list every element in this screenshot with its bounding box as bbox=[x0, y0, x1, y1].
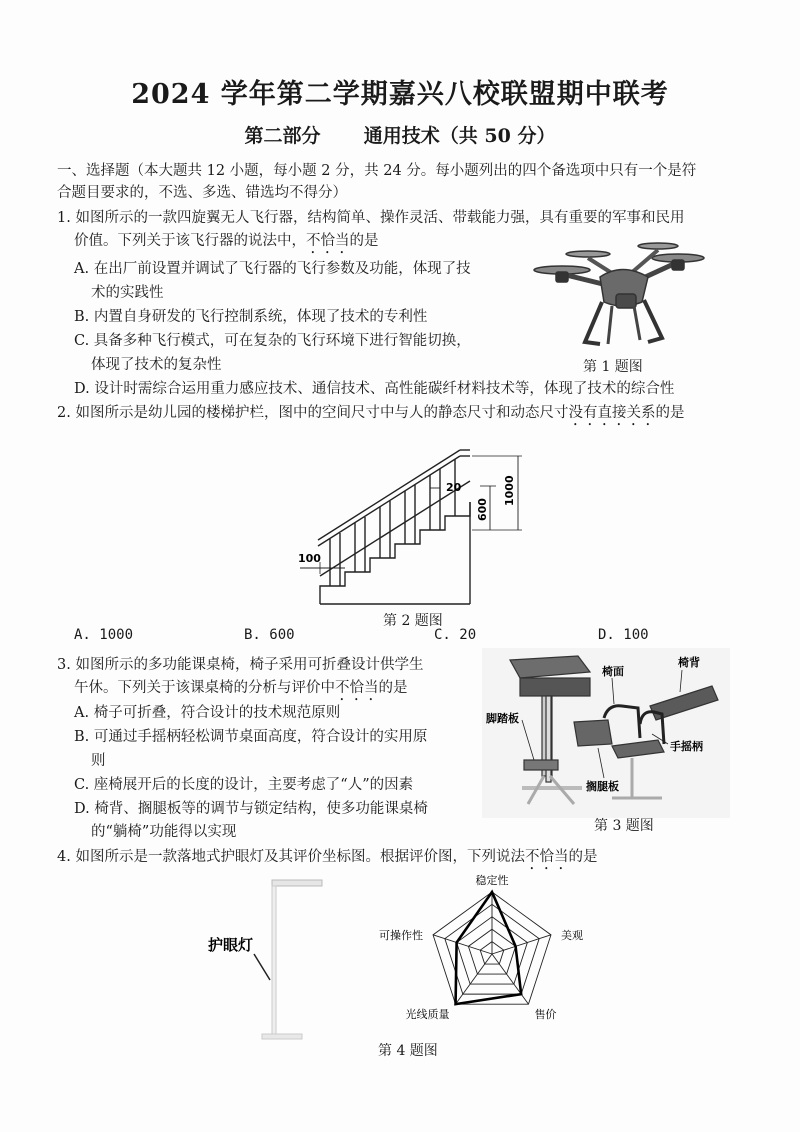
q3-emphasis: 不恰当 bbox=[335, 680, 379, 696]
q2-option-a: A. 1000 bbox=[74, 627, 134, 643]
q1-option-c-line1: C. 具备多种飞行模式，可在复杂的飞行环境下进行智能切换， bbox=[74, 333, 471, 349]
legrest-label: 搁腿板 bbox=[586, 780, 619, 793]
crank-label: 手摇柄 bbox=[670, 740, 703, 753]
dim-20-label: 20 bbox=[446, 481, 462, 494]
q1-option-d: D. 设计时需综合运用重力感应技术、通信技术、高性能碳纤材料技术等，体现了技术的综合性 bbox=[74, 381, 675, 397]
radar-axis-label: 售价 bbox=[534, 1008, 557, 1022]
q3-stem-line1: 3. 如图所示的多功能课桌椅，椅子采用可折叠设计供学生 bbox=[57, 657, 424, 673]
floor-lamp-icon bbox=[262, 880, 322, 1039]
q4-emphasis: 不恰当 bbox=[524, 849, 569, 865]
q4-stem: 4. 如图所示是一款落地式护眼灯及其评价坐标图。根据评价图，下列说法不恰当的是 bbox=[57, 849, 598, 865]
radar-axis-label: 稳定性 bbox=[475, 874, 509, 887]
q3-figure-caption: 第 3 题图 bbox=[594, 818, 654, 834]
q1-option-c-line2: 体现了技术的复杂性 bbox=[91, 357, 222, 373]
q1-option-a-line1: A. 在出厂前设置并调试了飞行器的飞行参数及功能，体现了技 bbox=[74, 261, 471, 277]
footrest-label: 脚踏板 bbox=[486, 712, 519, 725]
lamp-label: 护眼灯 bbox=[208, 936, 254, 954]
seat-label: 椅面 bbox=[602, 665, 624, 678]
section-intro-line1: 一、选择题（本大题共 12 小题，每小题 2 分，共 24 分。每小题列出的四个备选项中只有一个是符 bbox=[57, 163, 697, 179]
subject-label: 通用技术（共 50 分） bbox=[363, 125, 556, 147]
q1-figure-caption: 第 1 题图 bbox=[583, 359, 643, 375]
section-subtitle bbox=[0, 121, 800, 148]
q3-option-c: C. 座椅展开后的长度的设计，主要考虑了“人”的因素 bbox=[74, 777, 414, 793]
stair-railing-figure bbox=[290, 436, 540, 611]
q3-option-d-line1: D. 椅背、搁腿板等的调节与锁定结构，使多功能课桌椅 bbox=[74, 801, 428, 817]
radar-axis-labels bbox=[379, 873, 583, 1021]
drone-figure bbox=[530, 232, 710, 352]
q3-stem-line2: 午休。下列关于该课桌椅的分析与评价中不恰当的是 bbox=[74, 680, 408, 696]
desk-chair-figure bbox=[482, 648, 730, 818]
part-label: 第二部分 bbox=[244, 125, 321, 147]
lamp-figure bbox=[200, 872, 330, 1052]
dim-100-label: 100 bbox=[298, 552, 321, 565]
q2-emphasis: 没有直接关系 bbox=[568, 405, 656, 421]
q1-stem-line1: 1. 如图所示的一款四旋翼无人飞行器，结构简单、操作灵活、带载能力强，具有重要的军事和民用 bbox=[57, 210, 685, 226]
q3-option-b-line1: B. 可通过手摇柄轻松调节桌面高度，符合设计的实用原 bbox=[74, 729, 428, 745]
radar-chart bbox=[360, 872, 620, 1032]
q2-option-b: B. 600 bbox=[244, 627, 295, 643]
q2-figure-caption: 第 2 题图 bbox=[383, 613, 443, 629]
exam-title: 2024 学年第二学期嘉兴八校联盟期中联考 bbox=[131, 79, 669, 110]
q1-stem-line2: 价值。下列关于该飞行器的说法中，不恰当的是 bbox=[74, 233, 379, 249]
radar-grid bbox=[433, 892, 551, 1004]
q2-option-c: C. 20 bbox=[434, 627, 477, 643]
q2-option-d: D. 100 bbox=[598, 627, 649, 643]
radar-axis-label: 可操作性 bbox=[379, 928, 424, 942]
radar-axis-label: 光线质量 bbox=[405, 1008, 450, 1022]
dim-1000-label: 1000 bbox=[503, 475, 516, 506]
q2-stem: 2. 如图所示是幼儿园的楼梯护栏，图中的空间尺寸中与人的静态尺寸和动态尺寸没有直接关系的是 bbox=[57, 405, 685, 421]
q1-option-a-line2: 术的实践性 bbox=[91, 285, 164, 301]
q4-figure-caption: 第 4 题图 bbox=[378, 1043, 438, 1059]
q1-emphasis: 不恰当 bbox=[306, 233, 350, 249]
drone-icon bbox=[534, 243, 704, 344]
section-intro-line2: 合题目要求的，不选、多选、错选均不得分） bbox=[57, 185, 347, 201]
q1-option-b: B. 内置自身研发的飞行控制系统，体现了技术的专利性 bbox=[74, 309, 428, 325]
dim-600-label: 600 bbox=[476, 498, 489, 521]
q3-option-d-line2: 的“躺椅”功能得以实现 bbox=[91, 824, 237, 840]
q3-option-b-line2: 则 bbox=[91, 753, 106, 769]
back-label: 椅背 bbox=[678, 656, 700, 669]
q3-option-a: A. 椅子可折叠，符合设计的技术规范原则 bbox=[74, 705, 341, 721]
radar-axis-label: 美观 bbox=[560, 928, 583, 942]
